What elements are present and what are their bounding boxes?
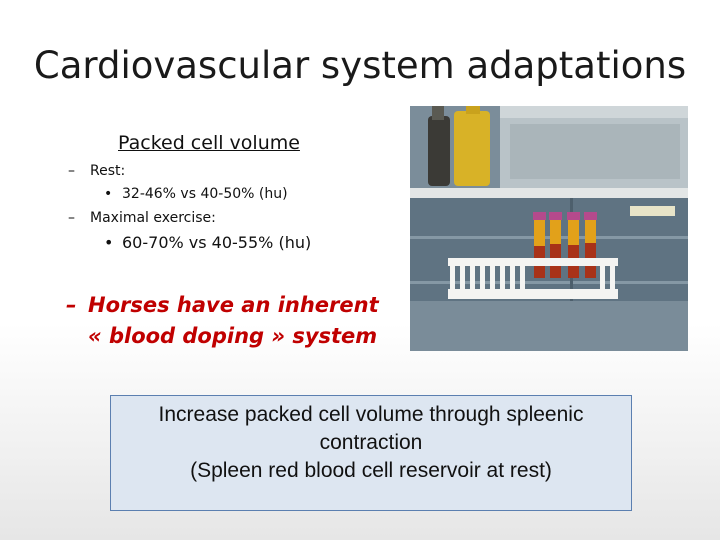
- dash-marker: –: [66, 293, 77, 317]
- bullet-marker: •: [104, 186, 113, 202]
- subheading: Packed cell volume: [118, 132, 300, 154]
- rest-value-line: [104, 186, 288, 202]
- bullet-marker: •: [104, 233, 114, 252]
- exercise-value-line: [104, 233, 311, 252]
- callout-line-1: Increase packed cell volume through spleenic: [158, 403, 584, 426]
- dash-marker: –: [68, 210, 75, 226]
- callout-box: [110, 395, 632, 511]
- horses-line-1: [66, 290, 379, 321]
- photo-illustration: [410, 106, 688, 351]
- horses-statement: [66, 290, 379, 352]
- rest-value: 32-46% vs 40-50% (hu): [122, 186, 288, 202]
- exercise-line: [68, 210, 216, 226]
- horses-line-2: « blood doping » system: [88, 324, 378, 348]
- rest-label: Rest:: [90, 163, 126, 179]
- exercise-value: 60-70% vs 40-55% (hu): [122, 233, 312, 252]
- blood-tubes-photo: [410, 106, 688, 351]
- dash-marker: –: [68, 163, 75, 179]
- callout-line-2: contraction: [319, 431, 423, 454]
- slide-title: Cardiovascular system adaptations: [33, 44, 687, 87]
- callout-line-3: (Spleen red blood cell reservoir at rest): [190, 459, 552, 482]
- horses-line-1-text: Horses have an inherent: [88, 293, 379, 317]
- rest-line: [68, 163, 125, 179]
- exercise-label: Maximal exercise:: [90, 210, 216, 226]
